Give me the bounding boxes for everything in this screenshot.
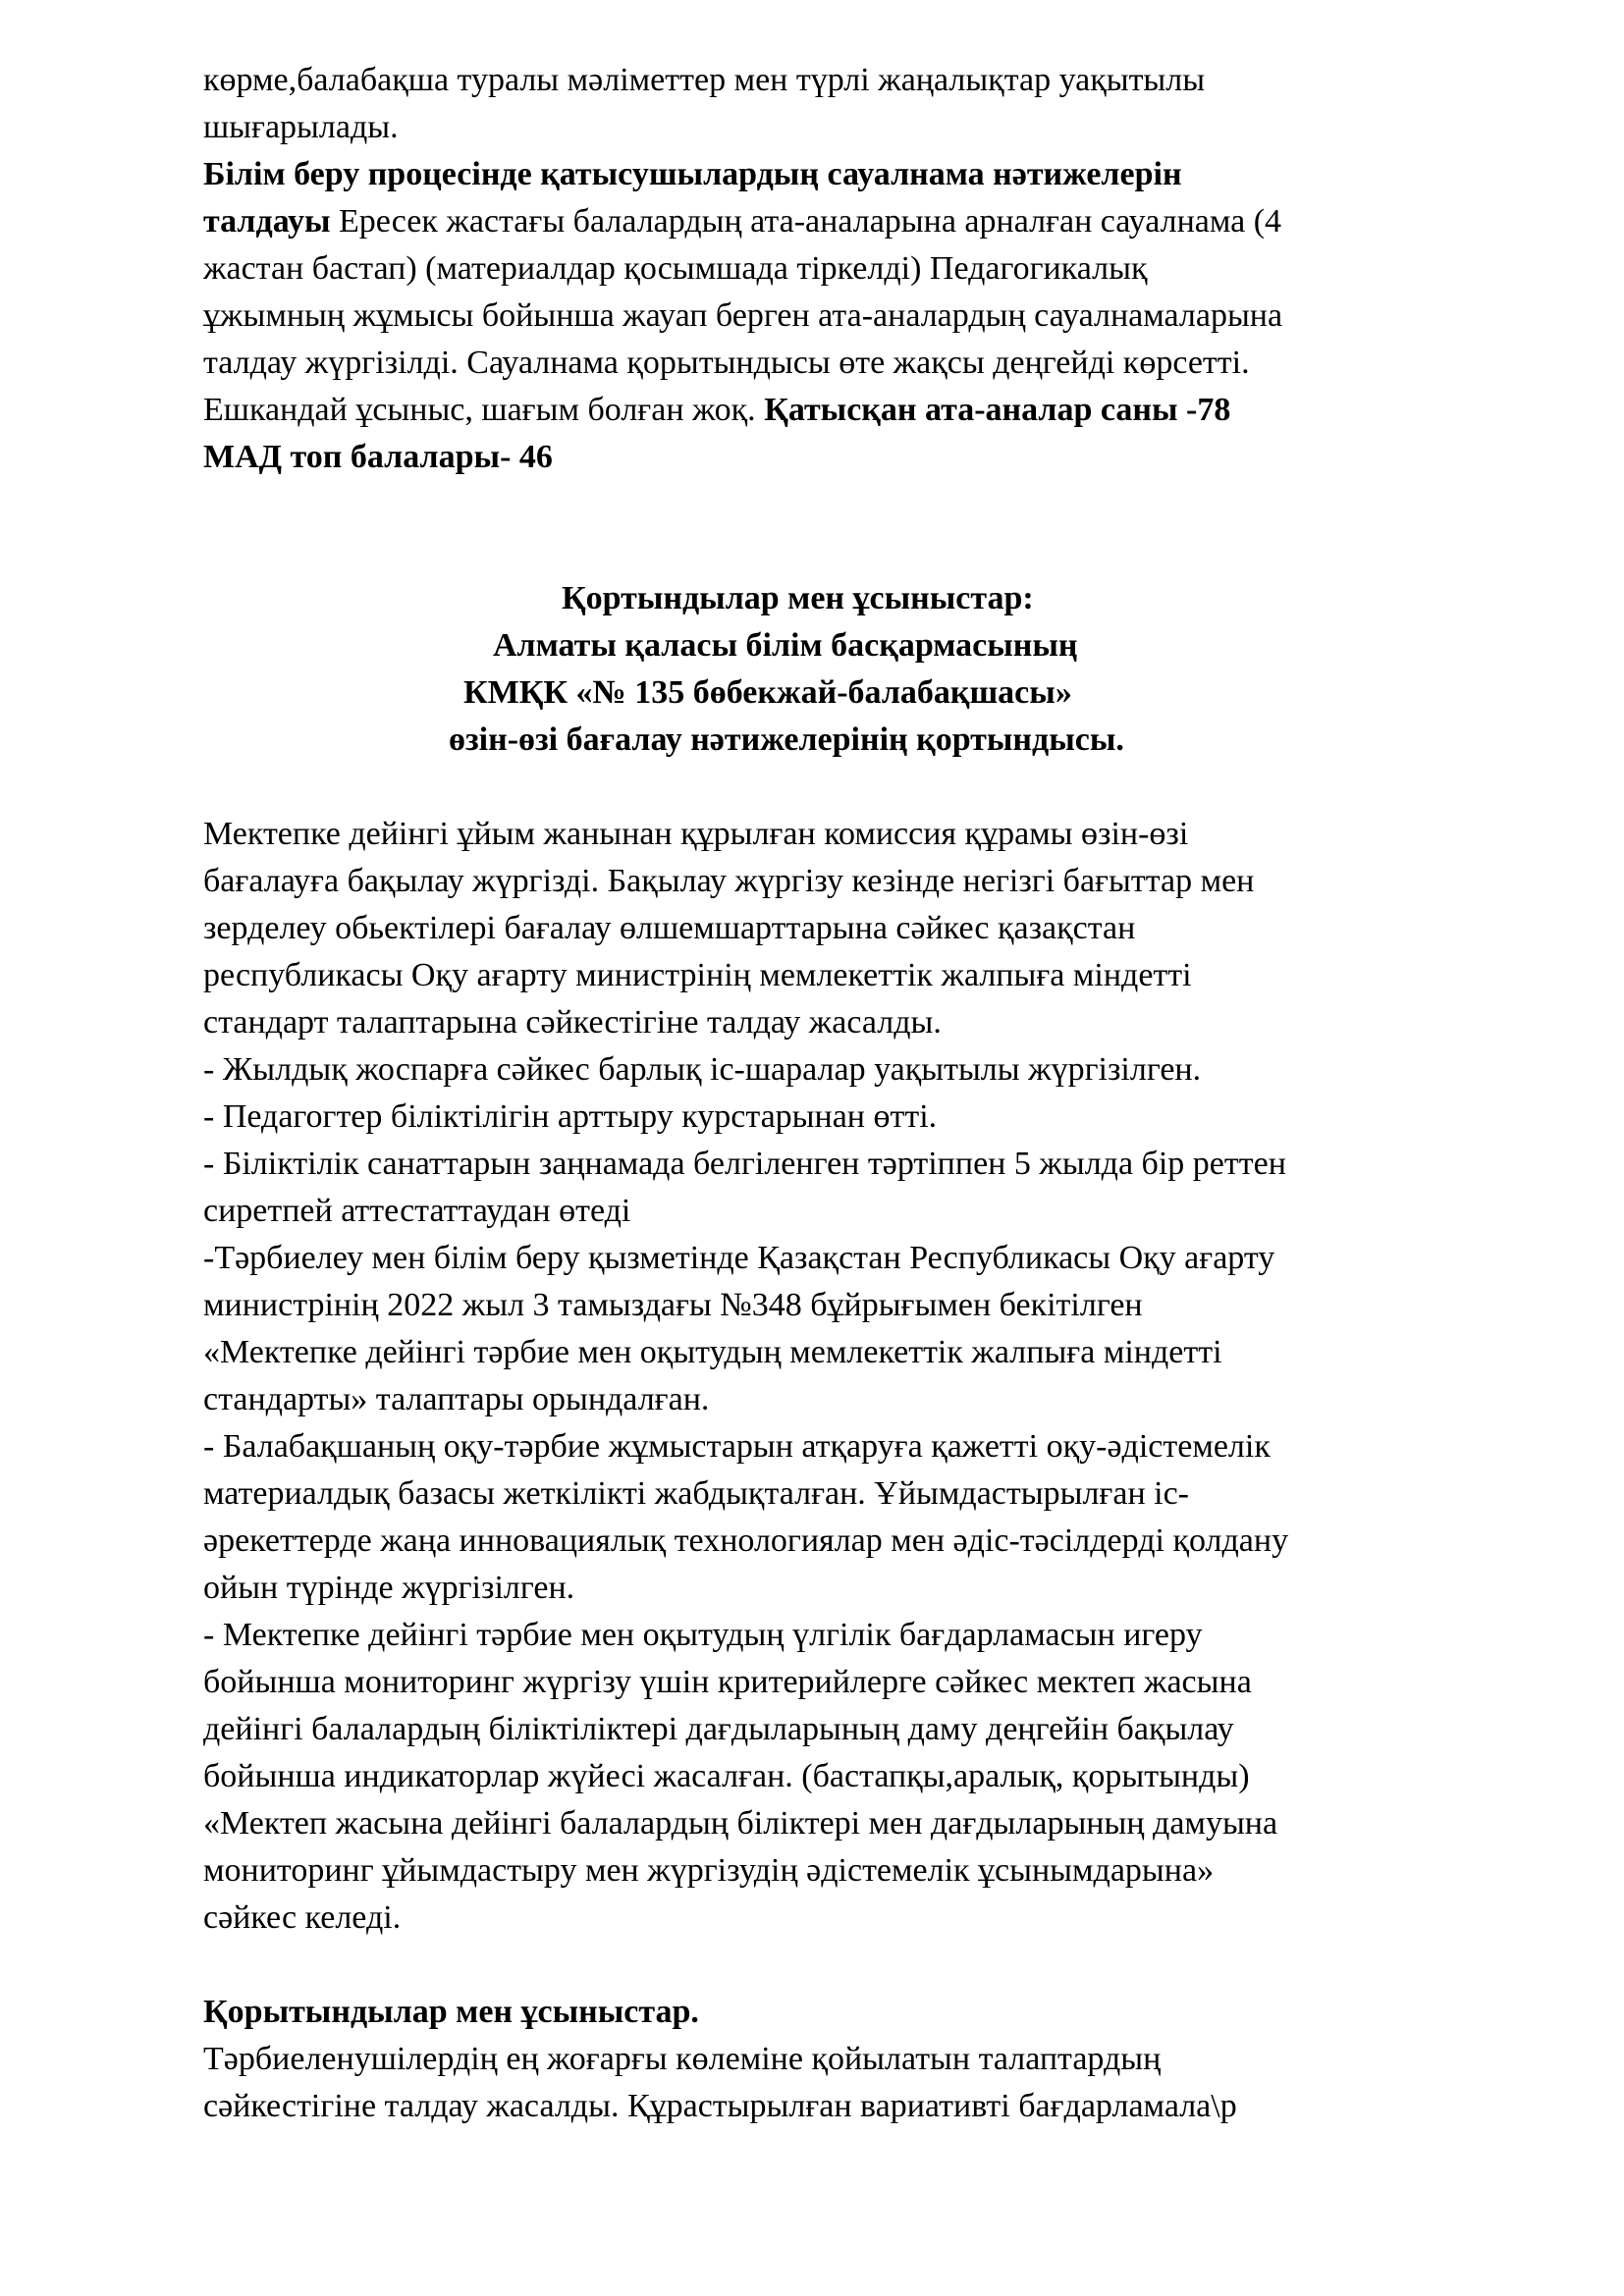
conclusion-line-2: сәйкестігіне талдау жасалды. Құрастырылған вариативті бағдарламала\р: [203, 2088, 1237, 2124]
body-line: әрекеттерде жаңа инновациялық технологиялар мен әдіс-тәсілдерді қолдану: [203, 1522, 1289, 1559]
body-line: сәйкес келеді.: [203, 1899, 402, 1936]
body-line: министрінің 2022 жыл 3 тамыздағы №348 бұйрығымен бекітілген: [203, 1287, 1143, 1323]
heading-line-3: КМҚК «№ 135 бөбекжай-балабақшасы»: [463, 674, 1072, 711]
body-line: дейінгі балалардың біліктіліктері дағдыларының даму деңгейін бақылау: [203, 1711, 1234, 1747]
spacer: [203, 481, 1431, 575]
heading-line-1: Қортындылар мен ұсыныстар:: [562, 580, 1034, 616]
body-line: ойын түрінде жүргізілген.: [203, 1570, 575, 1606]
spacer: [203, 764, 1431, 811]
body-line: стандарт талаптарына сәйкестігіне талдау жасалды.: [203, 1004, 942, 1041]
body-line: - Балабақшаның оқу-тәрбие жұмыстарын атқаруға қажетті оқу-әдістемелік: [203, 1428, 1271, 1465]
body-line: зерделеу обьектілері бағалау өлшемшарттарына сәйкес қазақстан: [203, 910, 1136, 946]
heading-line-2: Алматы қаласы білім басқармасының: [493, 627, 1078, 664]
survey-line-4: ұжымның жұмысы бойынша жауап берген ата-аналардың сауалнамаларына: [203, 297, 1283, 334]
body-line: мониторинг ұйымдастыру мен жүргізудің әдістемелік ұсынымдарына»: [203, 1852, 1215, 1889]
body-line: - Педагогтер біліктілігін арттыру курстарынан өтті.: [203, 1098, 938, 1135]
parents-count: Қатысқан ата-аналар саны -78: [755, 392, 1231, 428]
survey-line-6: [203, 387, 1431, 434]
body-line: Мектепке дейінгі ұйым жанынан құрылған комиссия құрамы өзін-өзі: [203, 816, 1189, 852]
survey-line-3: жастан бастап) (материалдар қосымшада тіркелді) Педагогикалық: [203, 250, 1148, 287]
body-line: -Тәрбиелеу мен білім беру қызметінде Қазақстан Республикасы Оқу ағарту: [203, 1240, 1275, 1276]
survey-title-line-1: Білім беру процесінде қатысушылардың сауалнама нәтижелерін: [203, 156, 1182, 192]
body-line: - Біліктілік санаттарын заңнамада белгіленген тәртіппен 5 жылда бір реттен: [203, 1146, 1286, 1182]
heading-line-4: өзін-өзі бағалау нәтижелерінің қортындысы.: [449, 721, 1124, 758]
body-paragraphs: [203, 811, 1431, 1942]
survey-text: Ересек жастағы балалардың ата-аналарына арналған сауалнама (4: [330, 203, 1282, 240]
body-line: - Жылдық жоспарға сәйкес барлық іс-шаралар уақытылы жүргізілген.: [203, 1051, 1202, 1088]
body-line: бойынша мониторинг жүргізу үшін критерийлерге сәйкес мектеп жасына: [203, 1664, 1252, 1700]
body-line: «Мектеп жасына дейінгі балалардың біліктері мен дағдыларының дамуына: [203, 1805, 1278, 1842]
body-line: материалдық базасы жеткілікті жабдықталған. Ұйымдастырылған іс-: [203, 1475, 1189, 1512]
conclusion-line-1: Тәрбиеленушілердің ең жоғарғы көлеміне қойылатын талаптардың: [203, 2041, 1162, 2077]
body-line: «Мектепке дейінгі тәрбие мен оқытудың мемлекеттік жалпыға міндетті: [203, 1334, 1222, 1370]
spacer: [203, 1942, 1431, 1989]
body-line: стандарты» талаптары орындалған.: [203, 1381, 710, 1417]
body-line: бағалауға бақылау жүргізді. Бақылау жүргізу кезінде негізгі бағыттар мен: [203, 863, 1255, 899]
survey-text-normal: Ешкандай ұсыныс, шағым болған жоқ.: [203, 392, 756, 428]
intro-line-1: көрме,балабақша туралы мәліметтер мен түрлі жаңалықтар уақытылы: [203, 62, 1206, 98]
body-line: сиретпей аттестаттаудан өтеді: [203, 1193, 631, 1229]
survey-line-5: талдау жүргізілді. Сауалнама қорытындысы өте жақсы деңгейді көрсетті.: [203, 345, 1250, 381]
body-line: республикасы Оқу ағарту министрінің мемлекеттік жалпыға міндетті: [203, 957, 1192, 993]
children-count: МАД топ балалары- 46: [203, 439, 553, 475]
intro-line-2: шығарылады.: [203, 109, 399, 145]
document-content: [203, 57, 1431, 2130]
survey-title-line-2: [203, 198, 1431, 245]
survey-title-bold: талдауы: [203, 203, 331, 240]
conclusion-title: Қорытындылар мен ұсыныстар.: [203, 1994, 699, 2030]
body-line: - Мектепке дейінгі тәрбие мен оқытудың үлгілік бағдарламасын игеру: [203, 1617, 1203, 1653]
body-line: бойынша индикаторлар жүйесі жасалған. (бастапқы,аралық, қорытынды): [203, 1758, 1250, 1794]
